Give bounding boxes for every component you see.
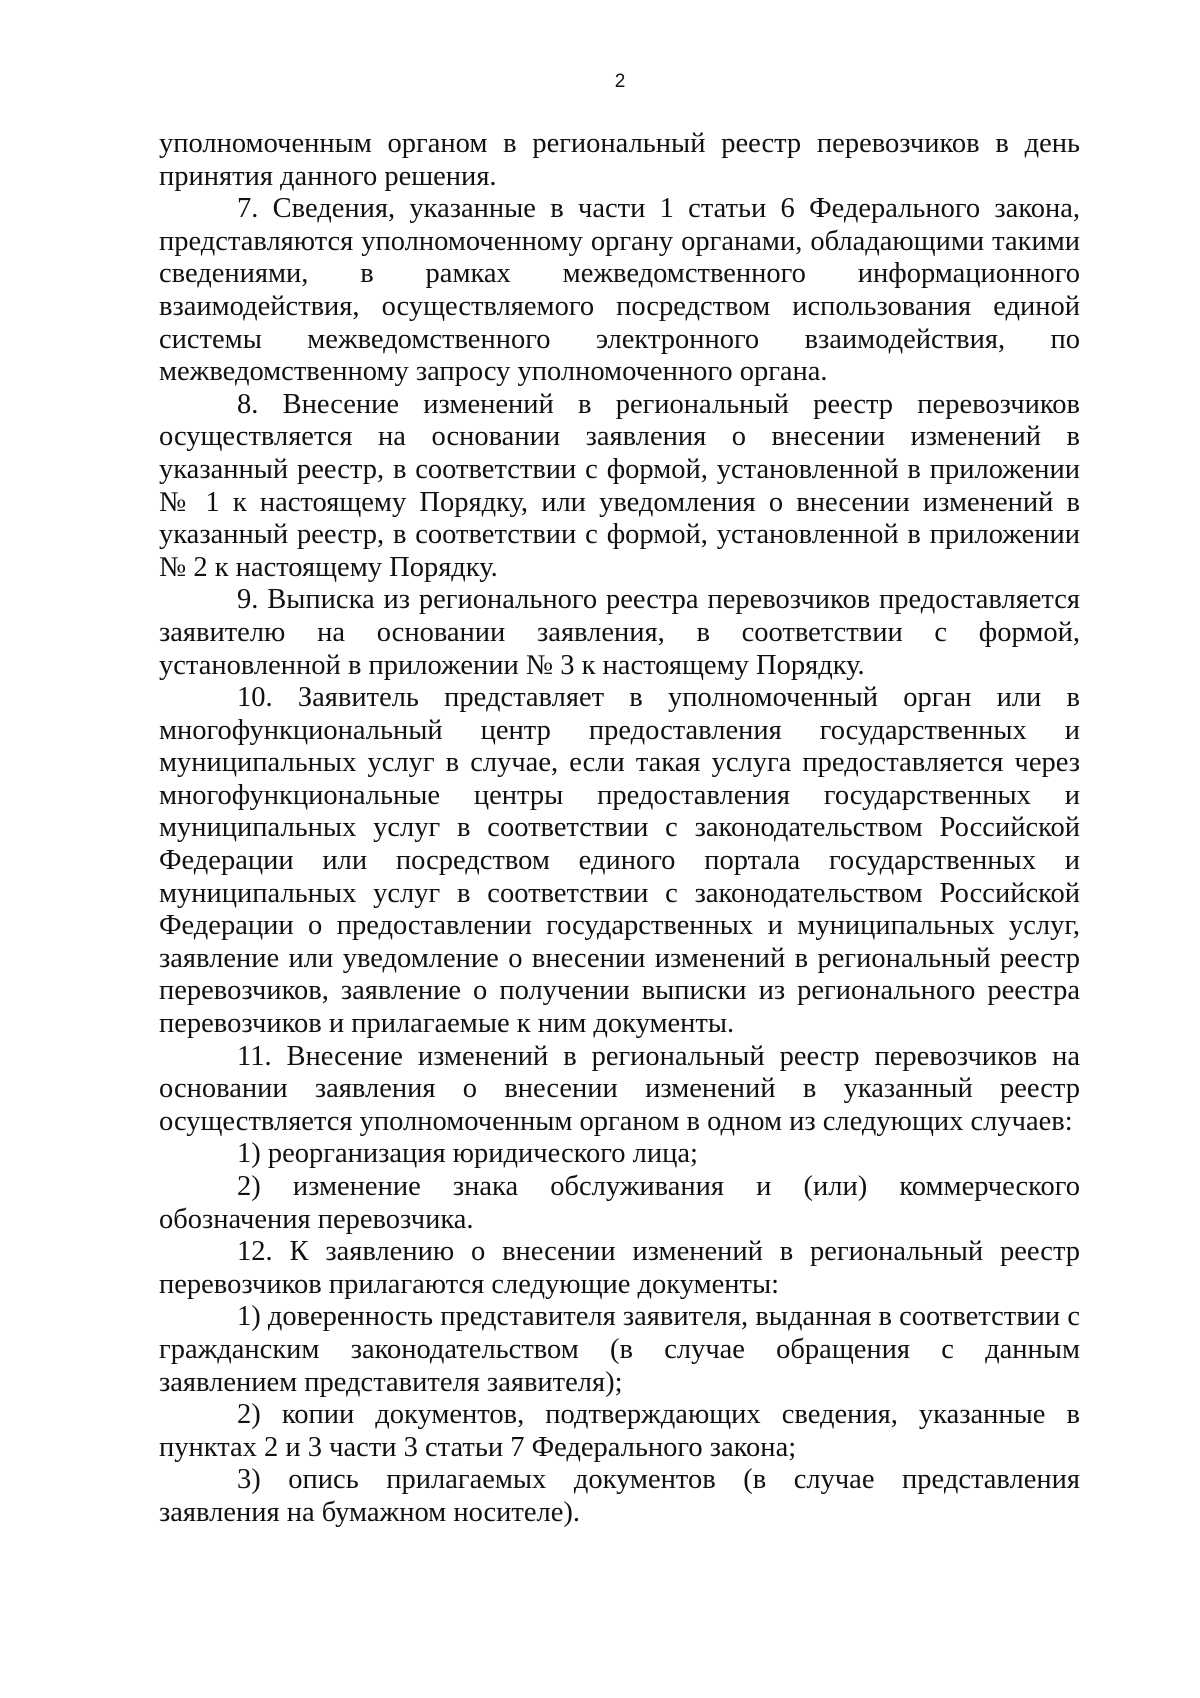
paragraph-item-10: 10. Заявитель представляет в уполномоченный орган или в многофункциональный центр предоставления государственных и муниципальных услуг в случае, если такая услуга предоставляется через многофункциональные центры предоставления государственных и муниципальных услуг в соответствии с законодательством Российской Федерации или посредством единого портала государственных и муниципальных услуг в соответствии с законодательством Российской Федерации о предоставлении государственных и муниципальных услуг, заявление или уведомление о внесении изменений в региональный реестр перевозчиков, заявление о получении выписки из регионального реестра перевозчиков и прилагаемые к ним документы. (159, 682, 1080, 1040)
page-number: 2 (614, 71, 626, 92)
paragraph-item-11: 11. Внесение изменений в региональный реестр перевозчиков на основании заявления о внесении изменений в указанный реестр осуществляется уполномоченным органом в одном из следующих случаев: (159, 1040, 1080, 1137)
document-body (159, 128, 1080, 1530)
paragraph-item-12-sub-2: 2) копии документов, подтверждающих сведения, указанные в пунктах 2 и 3 части 3 статьи 7 Федерального закона; (159, 1399, 1080, 1463)
paragraph-item-11-sub-2: 2) изменение знака обслуживания и (или) коммерческого обозначения перевозчика. (159, 1171, 1080, 1235)
paragraph-item-9: 9. Выписка из регионального реестра перевозчиков предоставляется заявителю на основании заявления, в соответствии с формой, установленной в приложении № 3 к настоящему Порядку. (159, 584, 1080, 681)
paragraph-item-12-sub-3: 3) опись прилагаемых документов (в случае представления заявления на бумажном носителе). (159, 1464, 1080, 1528)
paragraph-item-12-sub-1: 1) доверенность представителя заявителя, выданная в соответствии с гражданским законодательством (в случае обращения с данным заявлением представителя заявителя); (159, 1301, 1080, 1398)
paragraph-item-11-sub-1: 1) реорганизация юридического лица; (237, 1138, 698, 1170)
paragraph-continuation: уполномоченным органом в региональный реестр перевозчиков в день принятия данного решения. (159, 128, 1080, 192)
paragraph-item-7: 7. Сведения, указанные в части 1 статьи 6 Федерального закона, представляются уполномоченному органу органами, обладающими такими сведениями, в рамках межведомственного информационного взаимодействия, осуществляемого посредством использования единой системы межведомственного электронного взаимодействия, по межведомственному запросу уполномоченного органа. (159, 193, 1080, 388)
paragraph-item-12: 12. К заявлению о внесении изменений в региональный реестр перевозчиков прилагаются следующие документы: (159, 1236, 1080, 1300)
paragraph-item-8: 8. Внесение изменений в региональный реестр перевозчиков осуществляется на основании заявления о внесении изменений в указанный реестр, в соответствии с формой, установленной в приложении № 1 к настоящему Порядку, или уведомления о внесении изменений в указанный реестр, в соответствии с формой, установленной в приложении № 2 к настоящему Порядку. (159, 388, 1080, 583)
